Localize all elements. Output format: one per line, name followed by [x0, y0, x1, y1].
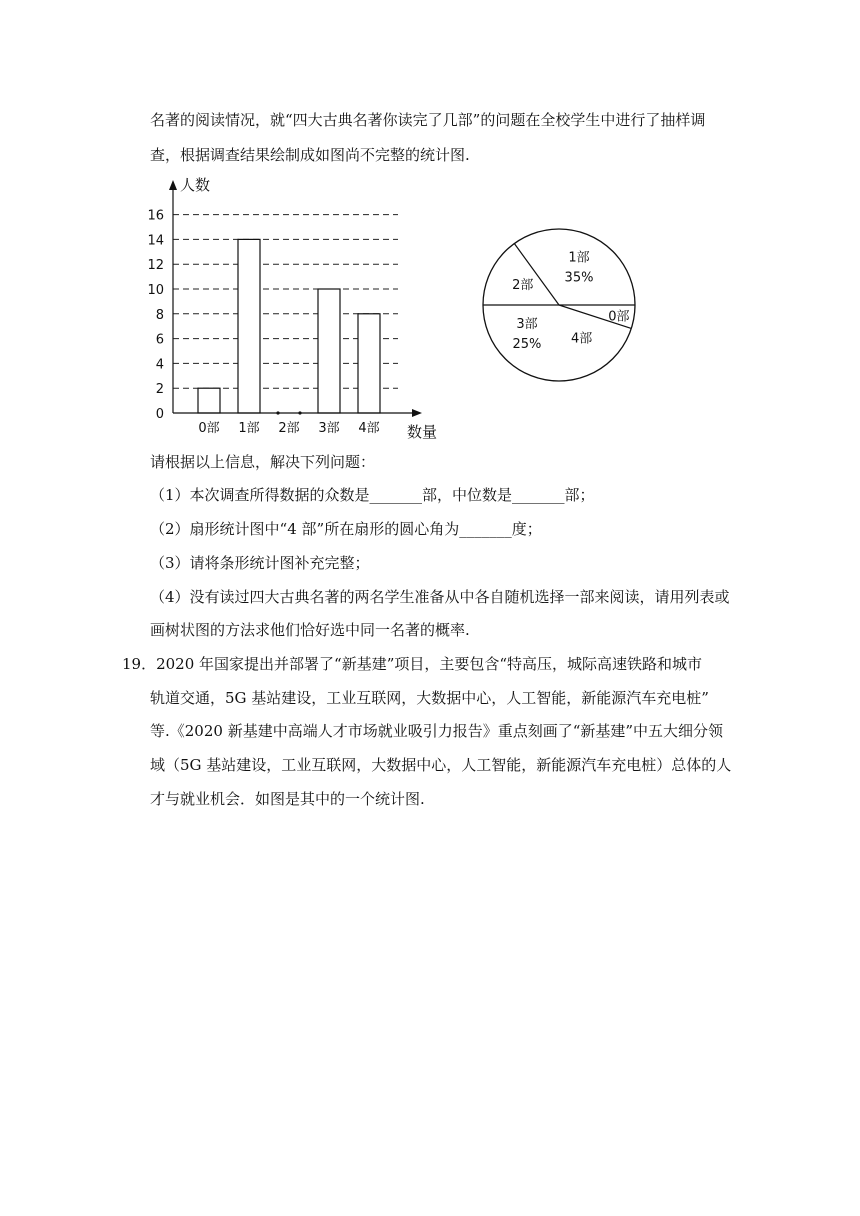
intro-line-1: 名著的阅读情况，就“四大古典名著你读完了几部”的问题在全校学生中进行了抽样调	[150, 111, 706, 129]
bar	[358, 314, 380, 413]
pie-slice-label: 4部	[571, 331, 593, 347]
question-1: （1）本次调查所得数据的众数是_______部，中位数是_______部；	[150, 486, 595, 504]
x-tick-labels	[198, 421, 379, 436]
pie-slice-label: 3部	[516, 316, 538, 332]
pie-slice-labels	[512, 251, 629, 352]
bar	[318, 289, 340, 413]
question-2: （2）扇形统计图中“4 部”所在扇形的圆心角为_______度；	[150, 520, 542, 538]
x-axis-arrow	[412, 409, 422, 417]
y-tick-label: 12	[147, 258, 164, 274]
bar	[238, 239, 260, 413]
pie-slice-label: 0部	[608, 309, 630, 325]
problem-19-line-4: 域（5G 基站建设，工业互联网，大数据中心，人工智能，新能源汽车充电桩）总体的人	[150, 756, 732, 774]
bar	[198, 388, 220, 413]
x-tick-label: 0部	[198, 421, 220, 436]
question-3: （3）请将条形统计图补充完整；	[150, 554, 370, 572]
pie-chart	[478, 225, 643, 390]
problem-19-line-5: 才与就业机会．如图是其中的一个统计图.	[150, 790, 425, 808]
question-4-line-1: （4）没有读过四大古典名著的两名学生准备从中各自随机选择一部来阅读，请用列表或	[150, 588, 730, 606]
instruction-text: 请根据以上信息，解决下列问题：	[150, 453, 376, 471]
y-tick-label: 0	[155, 407, 164, 422]
y-tick-label: 10	[147, 283, 164, 298]
y-tick-labels	[147, 209, 164, 422]
question-4-line-2: 画树状图的方法求他们恰好选中同一名著的概率.	[150, 621, 470, 639]
pie-slice-border	[514, 244, 559, 305]
problem-19-line-2: 轨道交通，5G 基站建设，工业互联网，大数据中心，人工智能，新能源汽车充电桩”	[150, 689, 709, 707]
y-tick-label: 4	[155, 357, 164, 373]
pie-slice-label: 2部	[512, 278, 534, 294]
intro-line-2: 查，根据调查结果绘制成如图尚不完整的统计图.	[150, 146, 470, 164]
y-axis-title: 人数	[180, 176, 211, 194]
x-tick-label: 3部	[318, 421, 340, 436]
pie-slice-percent: 25%	[512, 336, 542, 352]
y-tick-label: 6	[155, 332, 164, 348]
pie-slice-label: 1部	[568, 250, 590, 266]
pie-slice-percent: 35%	[564, 270, 594, 286]
x-tick-label: 1部	[238, 421, 260, 436]
y-axis-arrow	[169, 180, 177, 190]
x-tick-label: 4部	[358, 421, 380, 436]
x-axis-title: 数量	[407, 423, 438, 441]
bar-chart	[140, 170, 450, 445]
x-tick-label: 2部	[278, 421, 300, 436]
problem-19-line-1: 19．2020 年国家提出并部署了“新基建”项目，主要包含“特高压，城际高速铁路和城市	[122, 655, 703, 673]
y-tick-label: 16	[147, 208, 164, 224]
y-tick-label: 2	[155, 382, 164, 398]
y-tick-label: 14	[147, 233, 164, 249]
problem-19-line-3: 等.《2020 新基建中高端人才市场就业吸引力报告》重点刻画了“新基建”中五大细分领	[150, 722, 724, 740]
y-tick-label: 8	[155, 307, 164, 323]
